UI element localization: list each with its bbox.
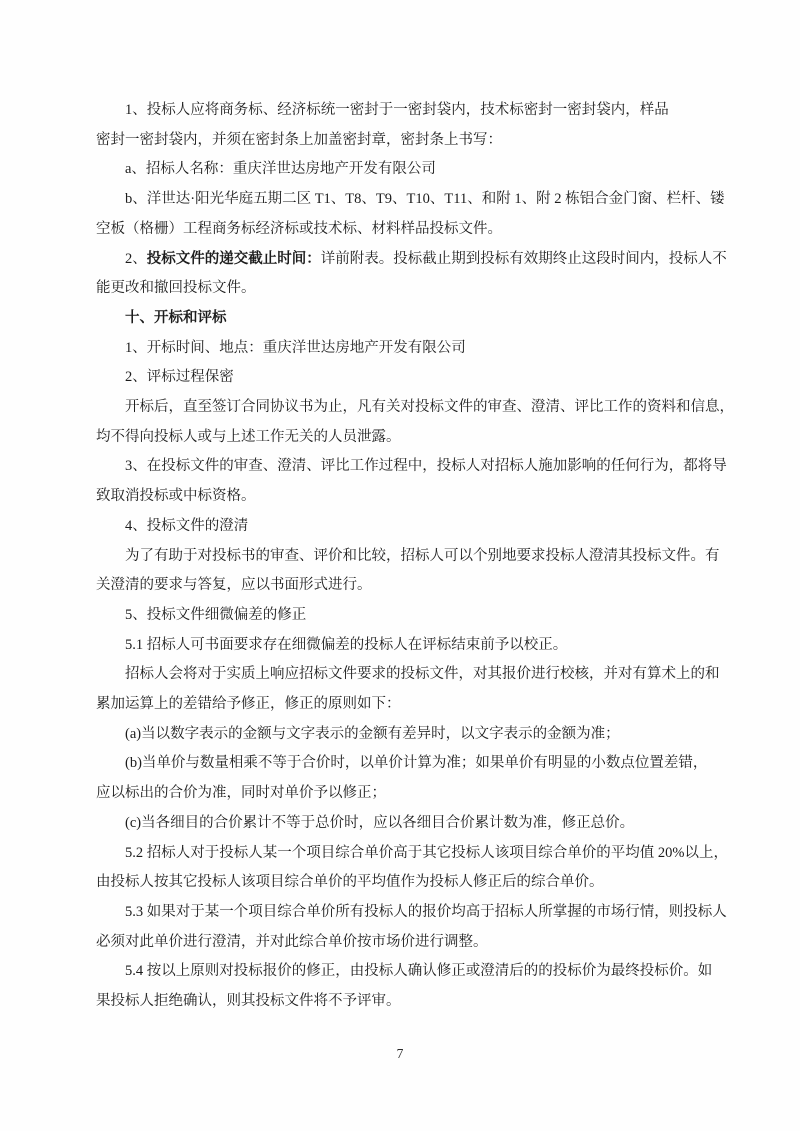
paragraph (96, 512, 744, 542)
text-run: 详前附表。投标截止期到投标有效期终止这段时间内，投标人不 能更改和撤回投标文件。 (96, 250, 727, 297)
paragraph (96, 660, 744, 719)
text-run: 2、评标过程保密 (125, 369, 234, 386)
paragraph (96, 749, 744, 808)
paragraph (96, 96, 744, 155)
text-run: 3、在投标文件的审查、澄清、评比工作过程中，投标人对招标人施加影响的任何行为，都将导 致取消投标或中标资格。 (96, 458, 727, 505)
text-run: 5.1 招标人可书面要求存在细微偏差的投标人在评标结束前予以校正。 (125, 636, 568, 653)
text-run: 2、 (125, 250, 147, 267)
section-heading (96, 304, 744, 334)
text-run: (a)当以数字表示的金额与文字表示的金额有差异时，以文字表示的金额为准； (125, 725, 620, 742)
document-body (96, 96, 744, 1017)
text-run: 5.2 招标人对于投标人某一个项目综合单价高于其它投标人该项目综合单价的平均值 20%以上， 由投标人按其它投标人该项目综合单价的平均值作为投标人修正后的综合单价。 (96, 844, 728, 891)
paragraph (96, 155, 744, 185)
text-run: 开标后，直至签订合同协议书为止，凡有关对投标文件的审查、澄清、评比工作的资料和信息， 均不得向投标人或与上述工作无关的人员泄露。 (96, 399, 734, 445)
paragraph (96, 185, 744, 244)
bold-text-run: 十、开标和评标 (125, 309, 227, 326)
paragraph (96, 542, 744, 601)
paragraph (96, 245, 744, 304)
paragraph (96, 452, 744, 511)
paragraph (96, 601, 744, 631)
text-run: 1、开标时间、地点：重庆洋世达房地产开发有限公司 (125, 339, 466, 356)
paragraph (96, 631, 744, 661)
text-run: a、招标人名称：重庆洋世达房地产开发有限公司 (125, 161, 436, 178)
paragraph (96, 898, 744, 957)
paragraph (96, 393, 744, 452)
paragraph (96, 957, 744, 1016)
text-run: (b)当单价与数量相乘不等于合价时，以单价计算为准；如果单价有明显的小数点位置差错， 应以标出的合价为准，同时对单价予以修正； (96, 755, 708, 802)
text-run: 5.3 如果对于某一个项目综合单价所有投标人的报价均高于招标人所掌握的市场行情，则投标人 必须对此单价进行澄清，并对此综合单价按市场价进行调整。 (96, 903, 727, 950)
text-run: 招标人会将对于实质上响应招标文件要求的投标文件，对其报价进行校核，并对有算术上的和 累加运算上的差错给予修正，修正的原则如下： (96, 666, 720, 713)
text-run: (c)当各细目的合价累计不等于总价时，应以各细目合价累计数为准，修正总价。 (125, 814, 635, 831)
paragraph (96, 809, 744, 839)
paragraph (96, 334, 744, 364)
text-run: 4、投标文件的澄清 (125, 517, 249, 534)
text-run: b、洋世达·阳光华庭五期二区 T1、T8、T9、T10、T11、和附 1、附 2 栋铝合金门窗、栏杆、镂 空板（格栅）工程商务标经济标或技术标、材料样品投标文件。 (96, 191, 725, 237)
text-run: 1、投标人应将商务标、经济标统一密封于一密封袋内，技术标密封一密封袋内，样品 密封一密封袋内，并须在密封条上加盖密封章，密封条上书写： (96, 102, 669, 148)
text-run: 5、投标文件细微偏差的修正 (125, 606, 307, 623)
text-run: 5.4 按以上原则对投标报价的修正，由投标人确认修正或澄清后的的投标价为最终投标价。如 果投标人拒绝确认，则其投标文件将不予评审。 (96, 963, 713, 1010)
bold-text-run: 投标文件的递交截止时间： (146, 250, 321, 267)
page-number: 7 (396, 1046, 404, 1061)
paragraph (96, 363, 744, 393)
text-run: 为了有助于对投标书的审查、评价和比较，招标人可以个别地要求投标人澄清其投标文件。有 关澄清的要求与答复，应以书面形式进行。 (96, 547, 720, 594)
paragraph (96, 720, 744, 750)
paragraph (96, 839, 744, 898)
